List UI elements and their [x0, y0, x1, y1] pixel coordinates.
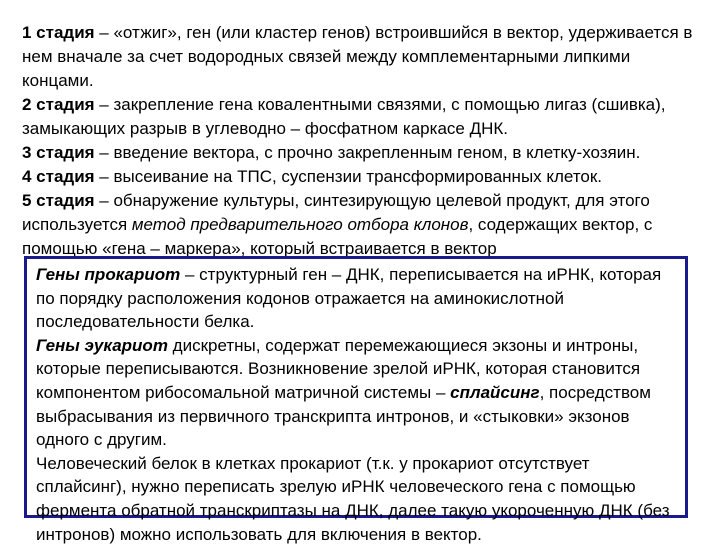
- stage-2: [22, 93, 702, 141]
- stage-text: – «отжиг», ген (или кластер генов) встроившийся в вектор, удерживается в нем вначале за счет водородных связей между комплементарными липкими концами.: [22, 23, 693, 90]
- human-protein-paragraph: Человеческий белок в клетках прокариот (т.к. у прокариот отсутствует сплайсинг), нужно переписать зрелую иРНК человеческого гена с помощью фермента обратной транскриптазы на ДНК, далее такую укороченную ДНК (без интронов) можно использовать для включения в вектор.: [36, 453, 670, 544]
- stage-text: – высеивание на ТПС, суспензии трансформированных клеток.: [94, 167, 603, 186]
- eukaryote-text-after: , посредством выбрасывания из первичного транскрипта интронов, и «стыковки» экзонов одного с другим.: [36, 382, 651, 450]
- genes-info-box: [24, 256, 688, 544]
- eukaryote-paragraph: [36, 334, 677, 452]
- stage-label: 4 стадия: [22, 167, 95, 186]
- stage-5: [22, 189, 702, 261]
- splicing-term: сплайсинг: [450, 382, 540, 402]
- stage-label: 2 стадия: [22, 95, 95, 114]
- stage-text: – закрепление гена ковалентными связями, с помощью лигаз (сшивка), замыкающих разрыв в углеводно – фосфатном каркасе ДНК.: [22, 95, 666, 138]
- stage-italic-term: метод предварительного отбора клонов: [131, 215, 469, 234]
- eukaryote-text: дискретны, содержат перемежающиеся экзоны и интроны, которые переписываются. Возникновение зрелой иРНК, которая становится компонентом рибосомальной матричной системы –: [36, 335, 641, 402]
- stage-text: – введение вектора, с прочно закрепленным геном, в клетку-хозяин.: [94, 143, 641, 162]
- stage-1: [22, 21, 702, 93]
- stage-text-after: , содержащих вектор, с помощью «гена – маркера», который встраивается в вектор: [22, 215, 653, 258]
- stage-text: – обнаружение культуры, синтезирующую целевой продукт, для этого используется: [22, 191, 650, 234]
- stage-label: 3 стадия: [22, 143, 95, 162]
- stage-3: [22, 141, 702, 165]
- stage-4: [22, 165, 702, 189]
- stage-label: 1 стадия: [22, 23, 95, 42]
- stages-section: [22, 21, 702, 261]
- prokaryote-text: – структурный ген – ДНК, переписывается на иРНК, которая по порядку расположения кодонов отражается на аминокислотной последовательности белка.: [36, 265, 662, 332]
- prokaryote-term: Гены прокариот: [36, 265, 181, 284]
- eukaryote-term: Гены эукариот: [36, 335, 168, 355]
- stage-label: 5 стадия: [22, 191, 95, 210]
- prokaryote-paragraph: [36, 263, 677, 334]
